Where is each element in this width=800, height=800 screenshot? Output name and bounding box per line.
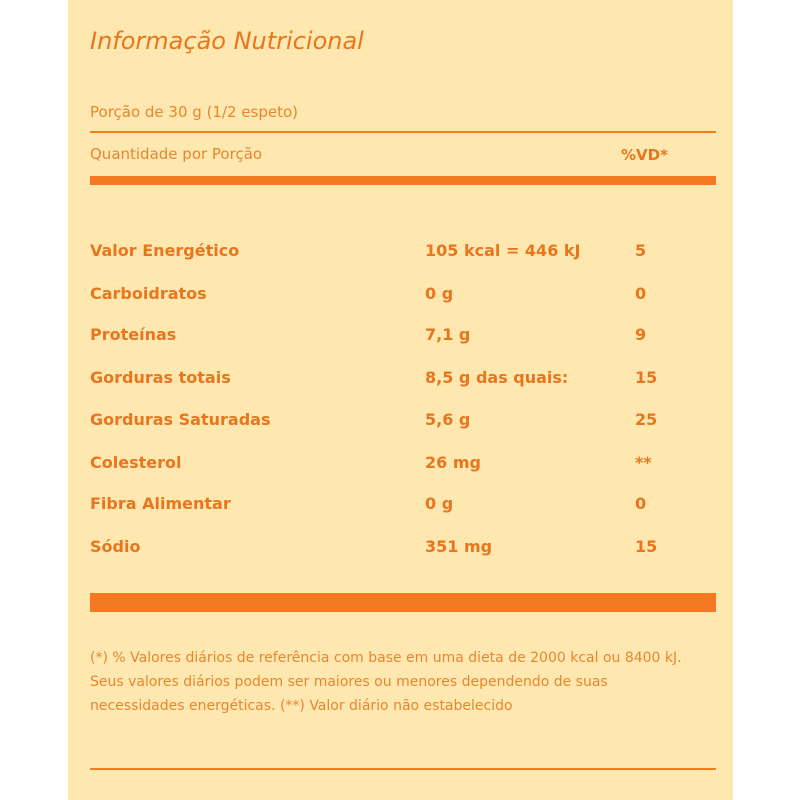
table-row <box>0 453 800 477</box>
nutrient-vd: 15 <box>635 537 658 556</box>
nutrient-vd: 0 <box>635 494 647 513</box>
nutrient-name: Proteínas <box>90 325 177 344</box>
nutrient-quantity: 7,1 g <box>425 325 471 344</box>
table-row <box>0 537 800 561</box>
divider-header-thick <box>90 176 716 185</box>
nutrient-vd: ** <box>635 453 652 472</box>
nutrient-name: Colesterol <box>90 453 182 472</box>
nutrient-vd: 15 <box>635 368 658 387</box>
nutrient-name: Gorduras totais <box>90 368 231 387</box>
divider-bottom <box>90 768 716 770</box>
table-row <box>0 284 800 308</box>
page-title: Informação Nutricional <box>90 27 364 55</box>
nutrient-vd: 5 <box>635 241 647 260</box>
nutrient-quantity: 5,6 g <box>425 410 471 429</box>
table-row <box>0 325 800 349</box>
footnote: (*) % Valores diários de referência com base em uma dieta de 2000 kcal ou 8400 kJ. Seus valores diários podem ser maiores ou menores dependendo de suas necessidades energéticas. (**) Valor diário não estabelecido <box>90 650 682 714</box>
vd-header: %VD* <box>621 146 668 164</box>
table-row <box>0 410 800 434</box>
nutrient-quantity: 26 mg <box>425 453 481 472</box>
nutrient-name: Fibra Alimentar <box>90 494 231 513</box>
nutrient-name: Gorduras Saturadas <box>90 410 271 429</box>
nutrient-quantity: 351 mg <box>425 537 493 556</box>
divider-footer-thick <box>90 593 716 612</box>
quantity-header: Quantidade por Porção <box>90 145 263 163</box>
table-row <box>0 494 800 518</box>
nutrient-vd: 0 <box>635 284 647 303</box>
divider-top <box>90 131 716 133</box>
nutrient-quantity: 105 kcal = 446 kJ <box>425 241 581 260</box>
nutrient-name: Valor Energético <box>90 241 240 260</box>
nutrient-name: Carboidratos <box>90 284 207 303</box>
nutrient-vd: 25 <box>635 410 658 429</box>
table-row <box>0 241 800 265</box>
portion-size: Porção de 30 g (1/2 espeto) <box>90 103 299 121</box>
table-row <box>0 368 800 392</box>
nutrient-name: Sódio <box>90 537 141 556</box>
nutrient-vd: 9 <box>635 325 647 344</box>
nutrient-quantity: 0 g <box>425 284 454 303</box>
nutrient-quantity: 0 g <box>425 494 454 513</box>
nutrient-quantity: 8,5 g das quais: <box>425 368 569 387</box>
